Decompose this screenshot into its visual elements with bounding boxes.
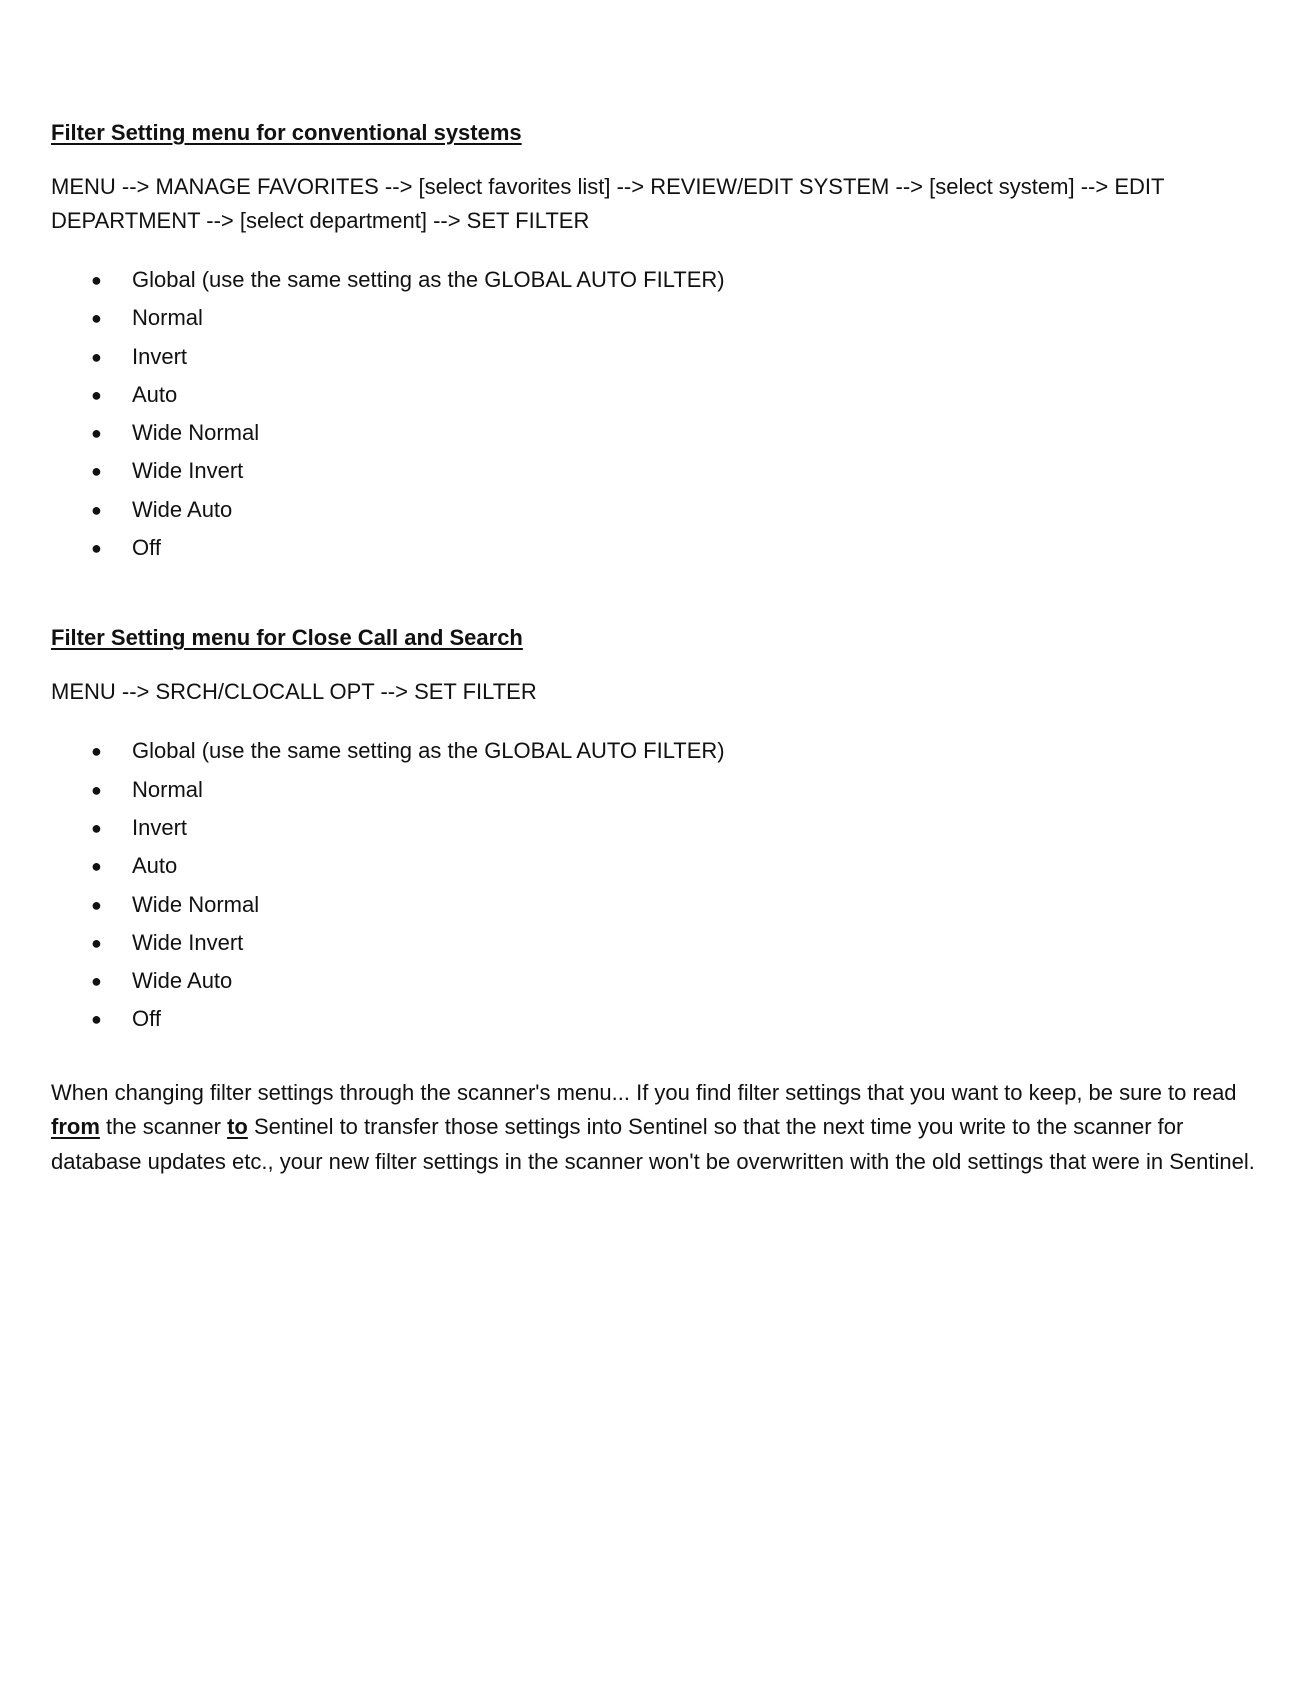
note-text-part-2: the scanner — [99, 1114, 228, 1140]
list-item-label: Auto — [132, 381, 178, 407]
bullet-icon: ● — [91, 423, 102, 444]
list-item — [51, 1000, 1261, 1038]
close-call-search-section — [51, 623, 1261, 1038]
bullet-icon: ● — [91, 894, 102, 915]
bullet-icon: ● — [91, 384, 102, 405]
list-item — [51, 771, 1261, 809]
bullet-icon: ● — [91, 499, 102, 520]
list-item — [51, 261, 1261, 299]
list-item-label: Off — [132, 1006, 161, 1032]
list-item-label: Wide Normal — [132, 891, 260, 917]
bullet-icon: ● — [91, 346, 102, 367]
list-item — [51, 299, 1261, 337]
bullet-icon: ● — [91, 538, 102, 559]
filter-options-list-close-call — [51, 732, 1261, 1038]
list-item — [51, 962, 1261, 1000]
bullet-icon: ● — [91, 856, 102, 877]
list-item — [51, 338, 1261, 376]
list-item-label: Off — [132, 535, 161, 561]
note-emphasis-to: to — [227, 1114, 248, 1140]
list-item-label: Wide Normal — [132, 420, 260, 446]
list-item-label: Auto — [132, 853, 178, 879]
list-item — [51, 847, 1261, 885]
list-item-label: Invert — [132, 343, 188, 369]
list-item-label: Wide Auto — [132, 496, 233, 522]
bullet-icon: ● — [91, 817, 102, 838]
note-text-part-1: When changing filter settings through the scanner's menu... If you find filter settings that you want to keep, be sure to read — [51, 1079, 1237, 1105]
bullet-icon: ● — [91, 971, 102, 992]
list-item — [51, 491, 1261, 529]
list-item — [51, 414, 1261, 452]
menu-path-conventional: MENU --> MANAGE FAVORITES --> [select favorites list] --> REVIEW/EDIT SYSTEM --> [select system] --> EDIT DEPARTMENT --> [select department] --> SET FILTER — [51, 174, 1165, 233]
document-body — [51, 118, 1261, 1179]
list-item — [51, 529, 1261, 567]
list-item — [51, 376, 1261, 414]
list-item — [51, 452, 1261, 490]
list-item-label: Wide Invert — [132, 929, 244, 955]
list-item-label: Invert — [132, 814, 188, 840]
list-item-label: Global (use the same setting as the GLOBAL AUTO FILTER) — [132, 738, 725, 764]
filter-options-list-conventional — [51, 261, 1261, 567]
section-heading-close-call: Filter Setting menu for Close Call and Search — [51, 625, 523, 651]
note-emphasis-from: from — [51, 1114, 100, 1140]
bullet-icon: ● — [91, 779, 102, 800]
list-item-label: Global (use the same setting as the GLOBAL AUTO FILTER) — [132, 267, 725, 292]
list-item-label: Normal — [132, 776, 203, 802]
list-item-label: Wide Auto — [132, 968, 233, 994]
list-item-label: Normal — [132, 305, 203, 331]
menu-path-close-call: MENU --> SRCH/CLOCALL OPT --> SET FILTER — [51, 679, 537, 705]
section-heading-conventional: Filter Setting menu for conventional systems — [51, 120, 522, 145]
bullet-icon: ● — [91, 461, 102, 482]
bullet-icon: ● — [91, 270, 102, 290]
list-item — [51, 809, 1261, 847]
bullet-icon: ● — [91, 308, 102, 329]
bullet-icon: ● — [91, 1009, 102, 1030]
note-text-part-3: Sentinel to transfer those settings into Sentinel so that the next time you write to the scanner for database updates etc., your new filter settings in the scanner won't be overwritten with the old settings that were in Sentinel. — [51, 1114, 1255, 1174]
list-item — [51, 886, 1261, 924]
bullet-icon: ● — [91, 741, 102, 762]
conventional-systems-section — [51, 118, 1261, 567]
list-item — [51, 924, 1261, 962]
list-item — [51, 732, 1261, 770]
bullet-icon: ● — [91, 932, 102, 953]
list-item-label: Wide Invert — [132, 458, 244, 484]
sentinel-transfer-note — [51, 1076, 1261, 1180]
